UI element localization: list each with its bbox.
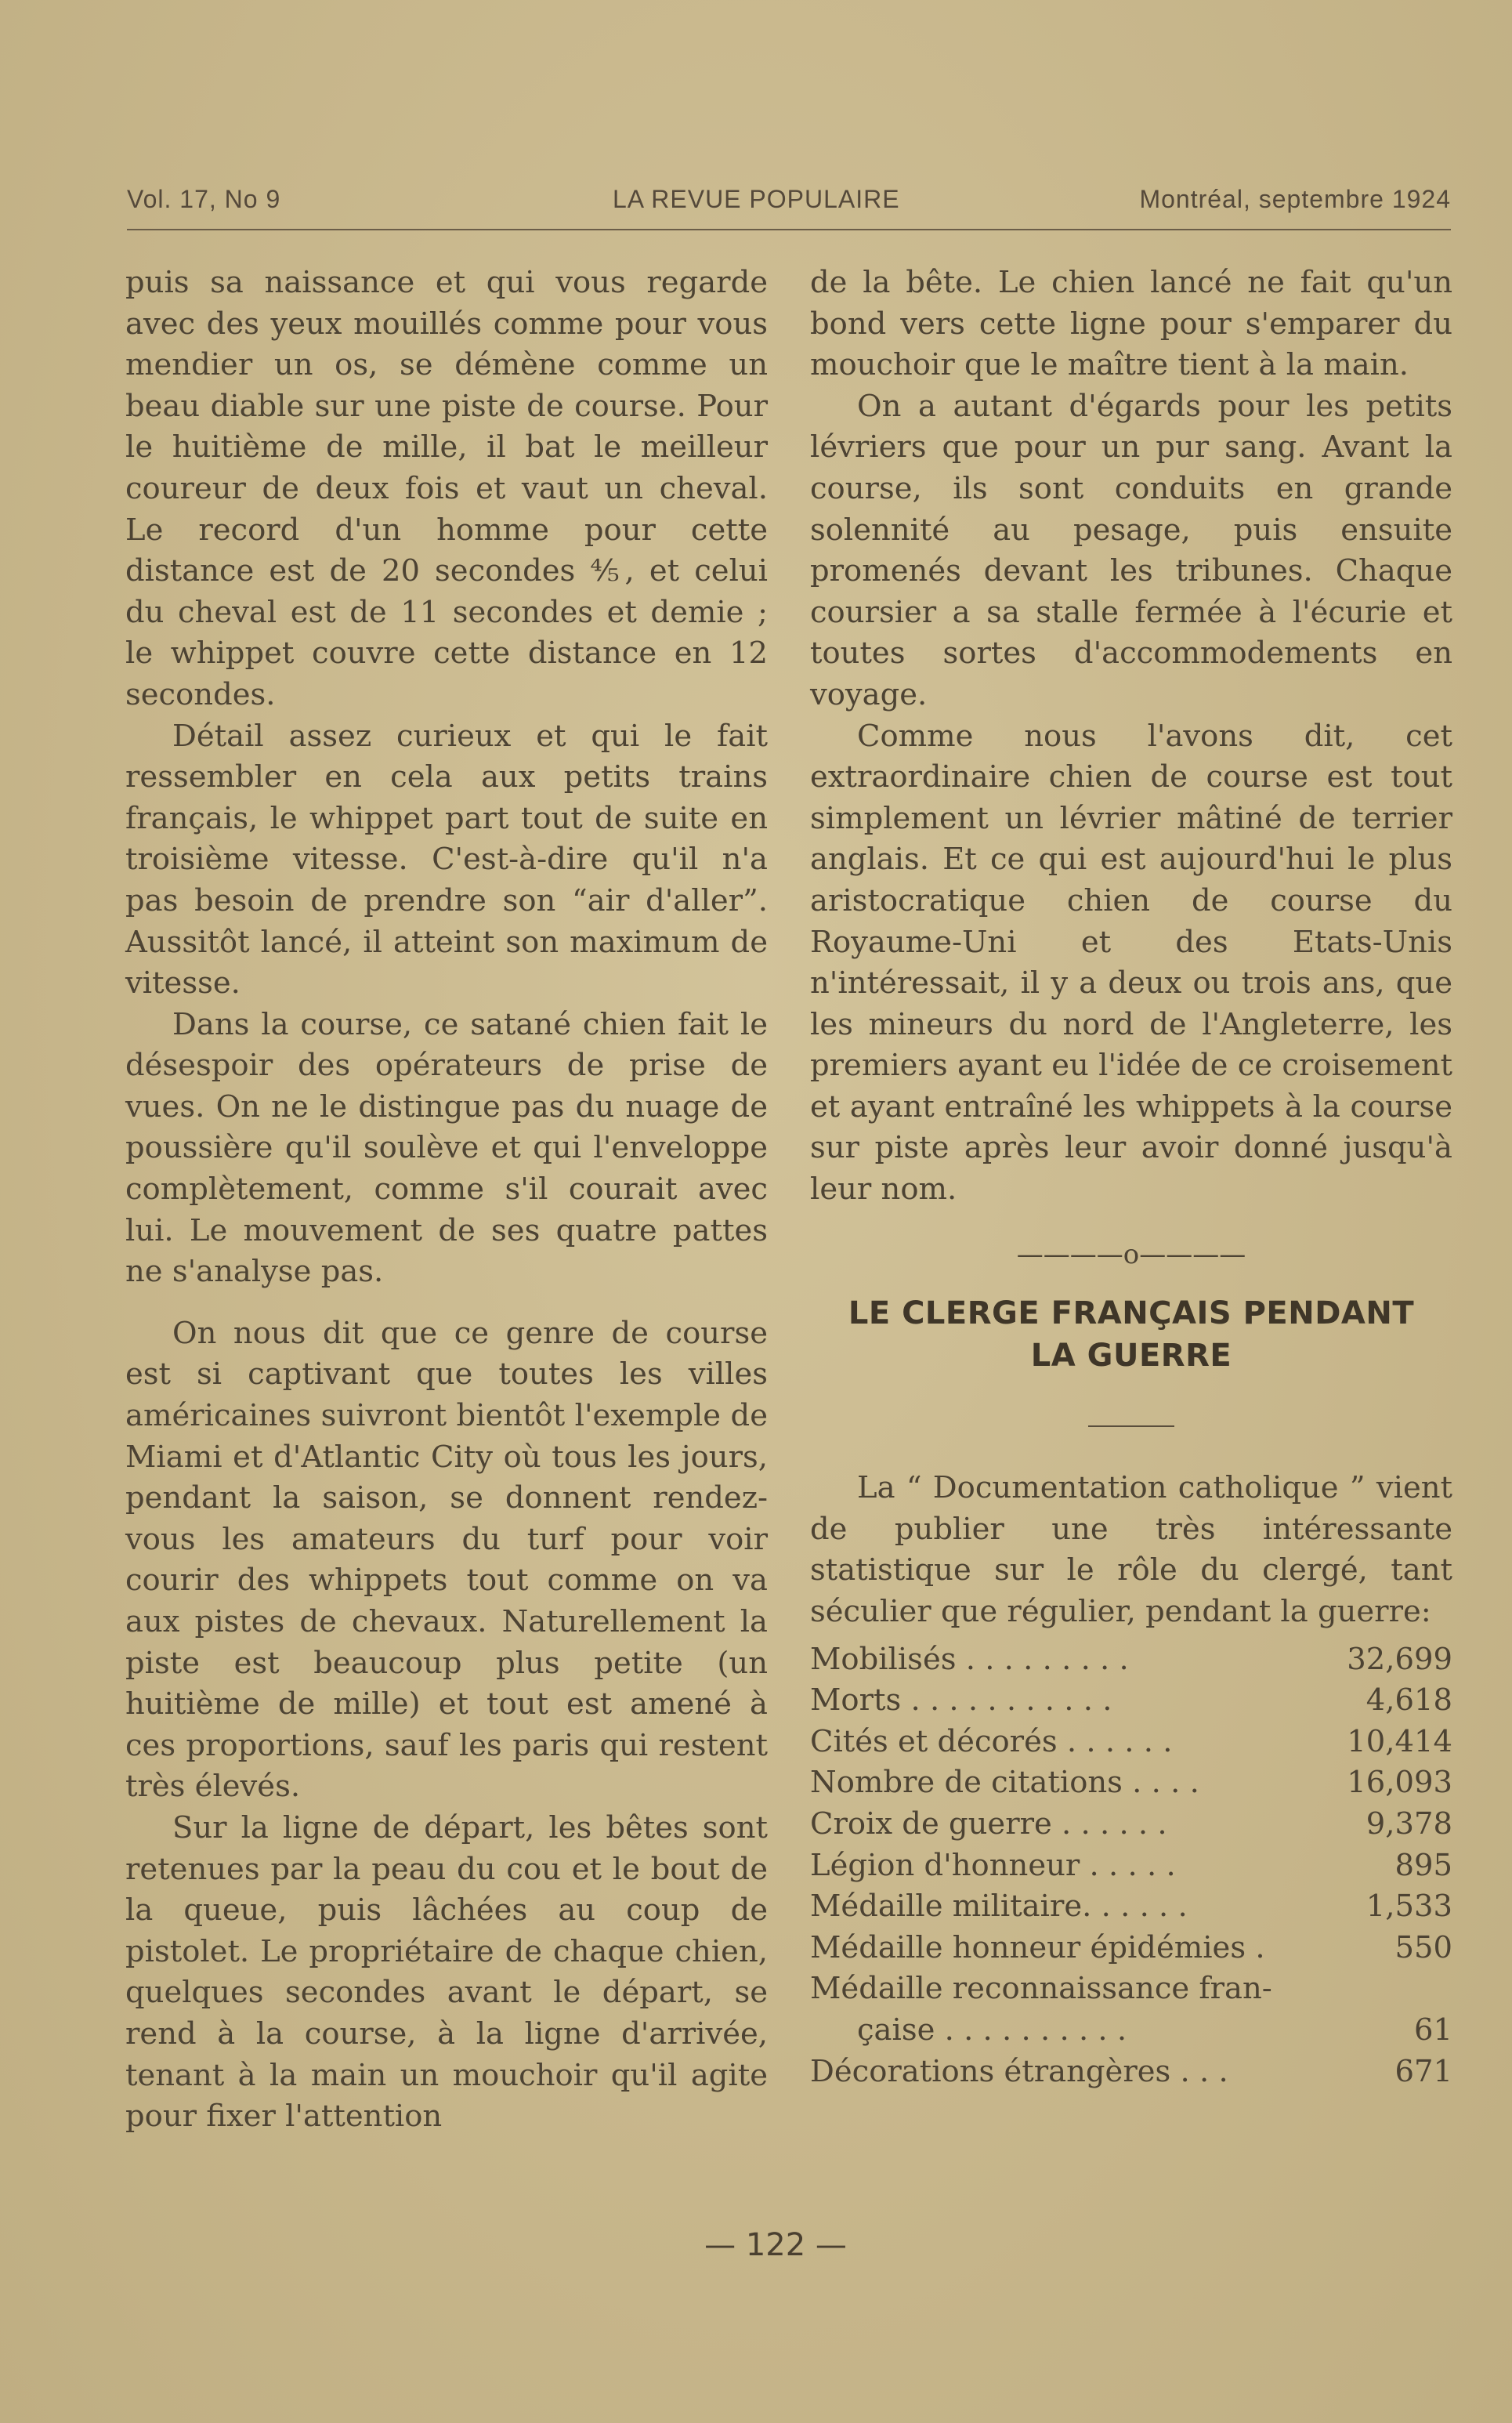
stat-label: Morts . . . . . . . . . . . [810,1682,1112,1719]
stat-row [810,1845,1452,1887]
stat-value: 550 [1394,1929,1452,1965]
section-title [810,1292,1452,1377]
stat-row [810,1886,1452,1928]
paragraph: Comme nous l'avons dit, cet extraordinaire chien de course est tout simplement un lévrier mâtiné de terrier anglais. Et ce qui est aujourd'hui le plus aristocratique chien de course du Royaume-Uni et des Etats-Unis n'intéressait, il y a deux ou trois ans, que les mineurs du nord de l'Angleterre, les premiers ayant eu l'idée de ce croisement et ayant entraîné les whippets à la course sur piste après leur avoir donné jusqu'à leur nom. [810,718,1452,1208]
stat-value: 10,414 [1347,1723,1452,1759]
paragraph: Détail assez curieux et qui le fait ressembler en cela aux petits trains français, le whippet part tout de suite en troisième vitesse. C'est-à-dire qu'il n'a pas besoin de prendre son “air d'aller”. Aussitôt lancé, il atteint son maximum de vitesse. [125,718,768,1001]
page-header [127,179,1451,223]
paragraph: Dans la course, ce satané chien fait le désespoir des opérateurs de prise de vues. On ne le distingue pas du nuage de poussière qu'il soulève et qui l'enveloppe complètement, comme s'il courait avec lui. Le mouvement de ses quatre pattes ne s'analyse pas. [125,1006,768,1290]
stat-label: çaise . . . . . . . . . . [857,2012,1127,2048]
header-rule [127,229,1451,230]
volume-number: Vol. 17, No 9 [127,185,281,213]
stat-label: Décorations étrangères . . . [810,2053,1228,2089]
publication-title: LA REVUE POPULAIRE [613,185,900,213]
stat-label: Légion d'honneur . . . . . [810,1847,1176,1883]
location-date: Montréal, septembre 1924 [1139,185,1451,213]
stat-value: 9,378 [1366,1806,1452,1842]
stat-value: 1,533 [1366,1889,1452,1925]
stat-label: Mobilisés . . . . . . . . . [810,1641,1129,1677]
paragraph: puis sa naissance et qui vous regarde avec des yeux mouillés comme pour vous mendier un os, se démène comme un beau diable sur une piste de course. Pour le huitième de mille, il bat le meilleur coureur de deux fois et vaut un cheval. Le record d'un homme pour cette distance est de 20 secondes ⅘, et celui du cheval est de 11 secondes et demie ; le whippet couvre cette distance en 12 secondes. [125,265,768,712]
stat-value: 61 [1414,2012,1452,2048]
stat-row [810,1722,1452,1763]
section-separator: ————o———— [1016,1238,1246,1270]
stat-value: 895 [1394,1847,1452,1883]
paragraph: Sur la ligne de départ, les bêtes sont retenues par la peau du cou et le bout de la queue, puis lâchées au coup de pistolet. Le propriétaire de chaque chien, quelques secondes avant le départ, se rend à la course, à la ligne d'arrivée, tenant à la main un mouchoir qu'il agite pour fixer l'attention [125,1809,768,2135]
paragraph: de la bête. Le chien lancé ne fait qu'un bond vers cette ligne pour s'emparer du mouchoir que le maître tient à la main. [810,265,1452,383]
stat-label: Croix de guerre . . . . . . [810,1806,1167,1842]
stat-row [810,1928,1452,1969]
left-column [125,263,768,2138]
section-title-line: LA GUERRE [1030,1338,1232,1374]
stat-label: Cités et décorés . . . . . . [810,1723,1173,1759]
paragraph: On nous dit que ce genre de course est si captivant que toutes les villes américaines suivront bientôt l'exemple de Miami et d'Atlantic City où tous les jours, pendant la saison, se donnent rendez-vous les amateurs du turf pour voir courir des whippets tout comme on va aux pistes de chevaux. Naturellement la piste est beaucoup plus petite (un huitième de mille) et tout est amené à ces proportions, sauf les paris qui restent très élevés. [125,1315,768,1805]
stat-label: Nombre de citations . . . . [810,1765,1199,1801]
stat-label: Médaille militaire. . . . . . [810,1889,1188,1925]
stat-value: 16,093 [1347,1765,1452,1801]
section-title-line: LE CLERGE FRANÇAIS PENDANT [848,1295,1415,1332]
intro-paragraph: La “ Documentation catholique ” vient de publier une très intéressante statistique sur le rôle du clergé, tant séculier que régulier, pendant la guerre: [810,1470,1452,1630]
stat-row [810,1680,1452,1722]
right-column [810,263,1452,2092]
paragraph: On a autant d'égards pour les petits lévriers que pour un pur sang. Avant la course, ils sont conduits en grande solennité au pesage, puis ensuite promenés devant les tribunes. Chaque coursier a sa stalle fermée à l'écurie et toutes sortes d'accommodements en voyage. [810,388,1452,712]
stat-row [810,1804,1452,1845]
stat-row [810,1968,1452,2010]
stat-row [810,1639,1452,1681]
stat-label: Médaille reconnaissance fran- [810,1971,1272,2007]
page-number: — 122 — [704,2227,847,2263]
stat-value: 4,618 [1366,1682,1452,1719]
stat-value: 671 [1394,2053,1452,2089]
stat-label: Médaille honneur épidémies . [810,1929,1265,1965]
stat-row [810,2052,1452,2093]
stat-row [810,1762,1452,1804]
stat-row [810,2010,1452,2052]
stat-value: 32,699 [1347,1641,1452,1677]
title-rule [1088,1425,1174,1427]
statistics-table [810,1639,1452,2093]
